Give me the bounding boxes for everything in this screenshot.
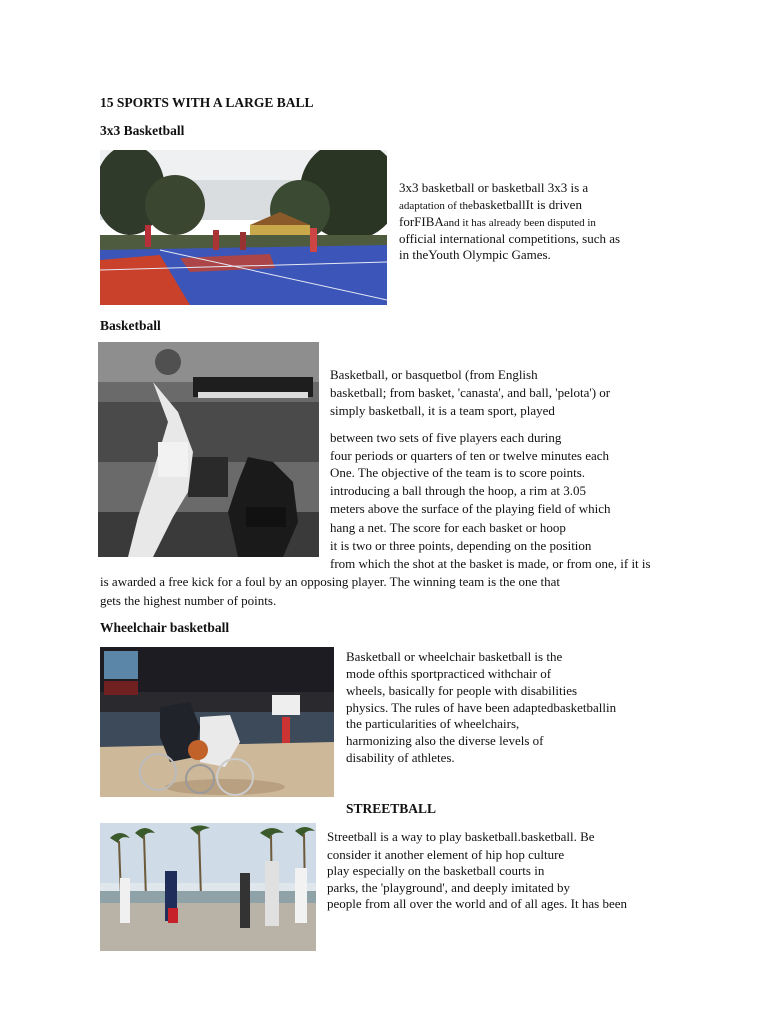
text-wheelchair-line-2: mode ofthis sportpracticed withchair of <box>346 666 552 681</box>
photo-basketball-dunk <box>98 342 319 557</box>
text-basketball-line-3: simply basketball, it is a team sport, played <box>330 403 555 418</box>
section-heading-streetball: STREETBALL <box>346 801 437 816</box>
text-basketball-line-12: is awarded a free kick for a foul by an opposing player. The winning team is the one that <box>100 574 561 589</box>
photo-3x3-basketball <box>100 150 387 305</box>
text-streetball-line-2: consider it another element of hip hop culture <box>327 847 565 862</box>
page-title: 15 SPORTS WITH A LARGE BALL <box>100 95 314 110</box>
text-fragment: in the <box>399 247 429 262</box>
text-fragment: for <box>399 214 415 229</box>
text-wheelchair-line-3: wheels, basically for people with disabilities <box>346 683 578 698</box>
text-basketball-line-11: from which the shot at the basket is made, or from one, if it is <box>330 556 651 571</box>
text-streetball-line-4: parks, the 'playground', and deeply imitated by <box>327 880 570 895</box>
section-heading-3x3: 3x3 Basketball <box>100 123 185 138</box>
text-wheelchair-line-1: Basketball or wheelchair basketball is the <box>346 649 563 664</box>
text-3x3-line-1: 3x3 basketball or basketball 3x3 is a <box>399 180 589 195</box>
text-basketball-line-5: four periods or quarters of ten or twelve minutes each <box>330 448 610 463</box>
text-wheelchair-line-4: physics. The rules of have been adaptedbasketballin <box>346 700 617 715</box>
text-streetball-line-5: people from all over the world and of all ages. It has been <box>327 896 627 911</box>
text-basketball-line-6: One. The objective of the team is to score points. <box>330 465 585 480</box>
section-heading-basketball: Basketball <box>100 318 161 333</box>
photo-wheelchair-basketball <box>100 647 334 797</box>
text-basketball-line-13: gets the highest number of points. <box>100 593 277 608</box>
text-wheelchair-line-7: disability of athletes. <box>346 750 455 765</box>
section-heading-wheelchair: Wheelchair basketball <box>100 620 230 635</box>
text-fragment: adaptation of the <box>399 200 473 212</box>
text-basketball-line-2: basketball; from basket, 'canasta', and ball, 'pelota') or <box>330 385 611 400</box>
text-3x3-line-5 <box>399 246 551 263</box>
text-fragment: basketballIt is driven <box>472 197 582 212</box>
text-fragment: Youth Olympic Games. <box>428 247 551 262</box>
text-basketball-line-7: introducing a ball through the hoop, a rim at 3.05 <box>330 483 586 498</box>
text-basketball-line-8: meters above the surface of the playing field of which <box>330 501 611 516</box>
text-basketball-line-9: hang a net. The score for each basket or hoop <box>330 520 566 535</box>
text-streetball-line-3: play especially on the basketball courts in <box>327 863 545 878</box>
text-wheelchair-line-6: harmonizing also the diverse levels of <box>346 733 544 748</box>
text-wheelchair-line-5: the particularities of wheelchairs, <box>346 716 520 731</box>
text-fragment: FIBA <box>414 214 444 229</box>
text-streetball-line-1: Streetball is a way to play basketball.basketball. Be <box>327 829 595 844</box>
text-fragment: and it has already been disputed in <box>443 217 596 229</box>
photo-streetball <box>100 823 316 951</box>
text-basketball-line-1: Basketball, or basquetbol (from English <box>330 367 538 382</box>
text-basketball-line-10: it is two or three points, depending on the position <box>330 538 592 553</box>
text-basketball-line-4: between two sets of five players each during <box>330 430 562 445</box>
text-3x3-line-4: official international competitions, such as <box>399 231 621 246</box>
